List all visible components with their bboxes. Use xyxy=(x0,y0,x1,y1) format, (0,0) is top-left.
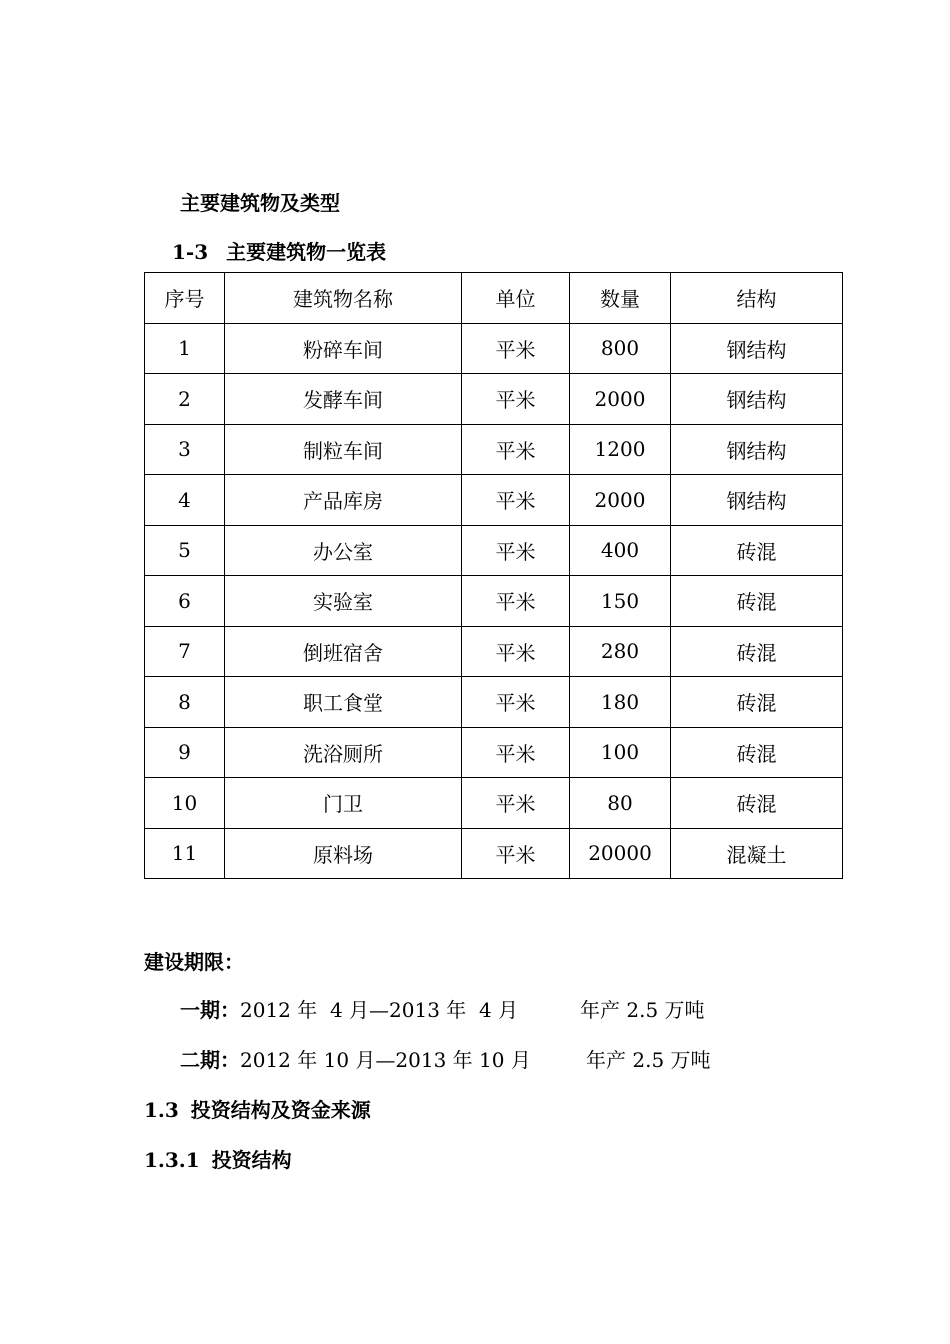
table-row xyxy=(145,778,843,829)
buildings-table xyxy=(144,272,843,879)
cell-quantity: 2000 xyxy=(570,475,671,526)
table-caption xyxy=(172,236,386,265)
table-row xyxy=(145,626,843,677)
phase-two-output: 年产 2.5 万吨 xyxy=(586,1048,711,1072)
cell-structure: 砖混 xyxy=(671,727,843,778)
cell-structure: 砖混 xyxy=(671,677,843,728)
section-title-text: 投资结构 xyxy=(211,1148,292,1172)
cell-structure: 砖混 xyxy=(671,525,843,576)
table-row xyxy=(145,525,843,576)
cell-index: 10 xyxy=(145,778,225,829)
cell-index: 1 xyxy=(145,323,225,374)
header-structure: 结构 xyxy=(671,273,843,324)
cell-index: 2 xyxy=(145,374,225,425)
cell-unit: 平米 xyxy=(462,374,570,425)
section-heading-1-3 xyxy=(144,1094,371,1123)
cell-quantity: 20000 xyxy=(570,828,671,879)
phase-one-line xyxy=(180,994,705,1023)
cell-structure: 砖混 xyxy=(671,626,843,677)
cell-quantity: 150 xyxy=(570,576,671,627)
cell-building-name: 原料场 xyxy=(225,828,462,879)
section-title-text: 投资结构及资金来源 xyxy=(190,1098,371,1122)
cell-quantity: 2000 xyxy=(570,374,671,425)
cell-unit: 平米 xyxy=(462,727,570,778)
cell-quantity: 100 xyxy=(570,727,671,778)
cell-building-name: 门卫 xyxy=(225,778,462,829)
cell-index: 5 xyxy=(145,525,225,576)
table-row xyxy=(145,677,843,728)
section-title: 主要建筑物及类型 xyxy=(180,191,340,215)
cell-index: 7 xyxy=(145,626,225,677)
phase-two-label: 二期： xyxy=(180,1048,240,1072)
cell-building-name: 洗浴厕所 xyxy=(225,727,462,778)
cell-unit: 平米 xyxy=(462,677,570,728)
phase-one-output: 年产 2.5 万吨 xyxy=(580,998,705,1022)
cell-unit: 平米 xyxy=(462,828,570,879)
table-header-row xyxy=(145,273,843,324)
cell-structure: 钢结构 xyxy=(671,374,843,425)
table-row xyxy=(145,727,843,778)
cell-quantity: 1200 xyxy=(570,424,671,475)
cell-index: 11 xyxy=(145,828,225,879)
cell-unit: 平米 xyxy=(462,778,570,829)
cell-index: 9 xyxy=(145,727,225,778)
cell-unit: 平米 xyxy=(462,323,570,374)
table-row xyxy=(145,374,843,425)
phase-one-period: 2012 年 4 月—2013 年 4 月 xyxy=(240,998,519,1022)
cell-index: 8 xyxy=(145,677,225,728)
section-number: 1.3.1 xyxy=(144,1148,200,1172)
cell-building-name: 制粒车间 xyxy=(225,424,462,475)
table-row xyxy=(145,323,843,374)
header-unit: 单位 xyxy=(462,273,570,324)
cell-index: 6 xyxy=(145,576,225,627)
table-row xyxy=(145,424,843,475)
cell-structure: 钢结构 xyxy=(671,475,843,526)
cell-building-name: 粉碎车间 xyxy=(225,323,462,374)
table-row xyxy=(145,475,843,526)
cell-structure: 砖混 xyxy=(671,778,843,829)
cell-building-name: 发酵车间 xyxy=(225,374,462,425)
header-quantity: 数量 xyxy=(570,273,671,324)
cell-quantity: 80 xyxy=(570,778,671,829)
cell-structure: 混凝土 xyxy=(671,828,843,879)
cell-unit: 平米 xyxy=(462,626,570,677)
section-number: 1.3 xyxy=(144,1098,179,1122)
cell-building-name: 倒班宿舍 xyxy=(225,626,462,677)
cell-building-name: 实验室 xyxy=(225,576,462,627)
cell-building-name: 办公室 xyxy=(225,525,462,576)
table-row xyxy=(145,828,843,879)
cell-index: 4 xyxy=(145,475,225,526)
cell-quantity: 280 xyxy=(570,626,671,677)
construction-period-label: 建设期限： xyxy=(144,950,244,974)
cell-unit: 平米 xyxy=(462,576,570,627)
cell-building-name: 职工食堂 xyxy=(225,677,462,728)
cell-quantity: 180 xyxy=(570,677,671,728)
cell-structure: 钢结构 xyxy=(671,424,843,475)
phase-one-label: 一期： xyxy=(180,998,240,1022)
table-caption-number: 1-3 xyxy=(172,240,209,264)
cell-quantity: 800 xyxy=(570,323,671,374)
cell-structure: 钢结构 xyxy=(671,323,843,374)
cell-quantity: 400 xyxy=(570,525,671,576)
cell-unit: 平米 xyxy=(462,475,570,526)
phase-two-line xyxy=(180,1044,711,1073)
cell-unit: 平米 xyxy=(462,424,570,475)
table-row xyxy=(145,576,843,627)
header-index: 序号 xyxy=(145,273,225,324)
cell-index: 3 xyxy=(145,424,225,475)
cell-building-name: 产品库房 xyxy=(225,475,462,526)
cell-unit: 平米 xyxy=(462,525,570,576)
cell-structure: 砖混 xyxy=(671,576,843,627)
phase-two-period: 2012 年 10 月—2013 年 10 月 xyxy=(240,1048,531,1072)
section-heading-1-3-1 xyxy=(144,1144,292,1173)
header-building-name: 建筑物名称 xyxy=(225,273,462,324)
table-caption-title: 主要建筑物一览表 xyxy=(226,240,387,264)
